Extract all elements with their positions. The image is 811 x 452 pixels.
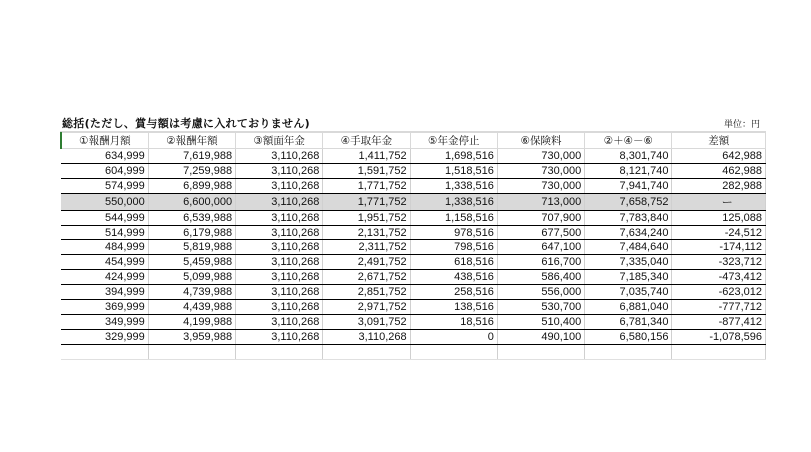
table-cell[interactable]: -1,078,596 (672, 329, 766, 344)
table-cell[interactable]: 3,110,268 (236, 240, 323, 255)
table-cell[interactable]: 798,516 (410, 240, 497, 255)
header-cell-formula[interactable]: ②＋④－⑥ (585, 133, 672, 149)
table-cell[interactable]: -777,712 (672, 300, 766, 315)
table-row (61, 270, 766, 285)
table-cell[interactable]: 454,999 (61, 255, 148, 270)
table-cell[interactable]: 574,999 (61, 178, 148, 193)
table-cell[interactable]: 1,951,752 (323, 210, 410, 225)
table-cell[interactable]: 7,335,040 (585, 255, 672, 270)
table-cell[interactable]: 4,199,988 (148, 314, 235, 329)
table-cell[interactable]: -623,012 (672, 285, 766, 300)
table-row (61, 193, 766, 210)
table-cell[interactable]: 707,900 (497, 210, 584, 225)
table-cell[interactable]: 3,091,752 (323, 314, 410, 329)
table-row (61, 329, 766, 344)
table-cell[interactable]: 7,783,840 (585, 210, 672, 225)
empty-cell[interactable] (323, 344, 410, 359)
table-cell[interactable]: 6,179,988 (148, 225, 235, 240)
table-cell[interactable]: 369,999 (61, 300, 148, 315)
table-cell[interactable]: 125,088 (672, 210, 766, 225)
header-cell-insurance[interactable]: ⑥保険料 (497, 133, 584, 149)
table-cell[interactable]: 3,110,268 (236, 300, 323, 315)
table-cell[interactable]: -473,412 (672, 270, 766, 285)
table-cell[interactable]: -323,712 (672, 255, 766, 270)
header-cell-pension-stop[interactable]: ⑤年金停止 (410, 133, 497, 149)
table-cell[interactable]: 7,035,740 (585, 285, 672, 300)
table-cell[interactable]: 7,634,240 (585, 225, 672, 240)
table-cell[interactable]: 1,771,752 (323, 193, 410, 210)
table-row (61, 240, 766, 255)
table-cell[interactable]: 3,110,268 (236, 163, 323, 178)
empty-cell[interactable] (672, 344, 766, 359)
table-cell[interactable]: 544,999 (61, 210, 148, 225)
table-cell[interactable]: 730,000 (497, 149, 584, 164)
data-table (60, 132, 766, 360)
table-row (61, 210, 766, 225)
table-cell[interactable]: 349,999 (61, 314, 148, 329)
table-cell[interactable]: 8,301,740 (585, 149, 672, 164)
empty-cell[interactable] (585, 344, 672, 359)
table-cell[interactable]: 3,110,268 (236, 270, 323, 285)
table-cell[interactable]: -24,512 (672, 225, 766, 240)
table-cell[interactable]: 282,988 (672, 178, 766, 193)
table-cell[interactable]: 3,110,268 (236, 225, 323, 240)
table-cell[interactable]: 7,185,340 (585, 270, 672, 285)
table-cell[interactable]: 2,971,752 (323, 300, 410, 315)
table-cell[interactable]: 5,099,988 (148, 270, 235, 285)
table-cell[interactable]: 0 (410, 329, 497, 344)
table-cell[interactable]: 3,959,988 (148, 329, 235, 344)
table-cell[interactable]: 3,110,268 (323, 329, 410, 344)
table-row (61, 255, 766, 270)
table-cell[interactable]: 6,899,988 (148, 178, 235, 193)
table-cell[interactable]: 438,516 (410, 270, 497, 285)
table-cell[interactable]: 618,516 (410, 255, 497, 270)
table-cell[interactable]: 484,999 (61, 240, 148, 255)
table-cell[interactable]: 713,000 (497, 193, 584, 210)
table-cell[interactable]: 1,338,516 (410, 178, 497, 193)
empty-cell[interactable] (236, 344, 323, 359)
table-cell[interactable]: 3,110,268 (236, 329, 323, 344)
table-cell[interactable]: 1,771,752 (323, 178, 410, 193)
table-cell[interactable]: 3,110,268 (236, 193, 323, 210)
table-cell[interactable]: 2,851,752 (323, 285, 410, 300)
table-cell[interactable]: 1,591,752 (323, 163, 410, 178)
table-cell[interactable]: 1,518,516 (410, 163, 497, 178)
table-cell[interactable]: 510,400 (497, 314, 584, 329)
header-row (61, 133, 766, 149)
table-cell[interactable]: 258,516 (410, 285, 497, 300)
header-cell-net-pension[interactable]: ④手取年金 (323, 133, 410, 149)
empty-row (61, 344, 766, 359)
title-row (60, 113, 766, 132)
table-row (61, 300, 766, 315)
empty-cell[interactable] (61, 344, 148, 359)
header-cell-monthly-pay[interactable]: ①報酬月額 (61, 133, 148, 149)
table-cell[interactable]: 4,739,988 (148, 285, 235, 300)
table-cell[interactable]: 6,539,988 (148, 210, 235, 225)
table-cell[interactable]: 18,516 (410, 314, 497, 329)
table-cell[interactable]: 1,411,752 (323, 149, 410, 164)
table-cell[interactable]: -174,112 (672, 240, 766, 255)
table-cell[interactable]: 2,311,752 (323, 240, 410, 255)
header-cell-gross-pension[interactable]: ③額面年金 (236, 133, 323, 149)
table-cell[interactable]: 5,459,988 (148, 255, 235, 270)
table-cell[interactable]: 490,100 (497, 329, 584, 344)
table-cell[interactable]: 6,580,156 (585, 329, 672, 344)
table-cell[interactable]: 7,619,988 (148, 149, 235, 164)
table-cell[interactable]: 462,988 (672, 163, 766, 178)
table-cell[interactable]: 3,110,268 (236, 255, 323, 270)
table-cell[interactable]: 1,158,516 (410, 210, 497, 225)
spreadsheet (60, 113, 766, 360)
table-cell[interactable]: 394,999 (61, 285, 148, 300)
table-cell[interactable]: 530,700 (497, 300, 584, 315)
table-cell[interactable]: ー (672, 193, 766, 210)
table-row (61, 314, 766, 329)
header-cell-annual-pay[interactable]: ②報酬年額 (148, 133, 235, 149)
table-cell[interactable]: 730,000 (497, 163, 584, 178)
table-cell[interactable]: 329,999 (61, 329, 148, 344)
table-cell[interactable]: 2,671,752 (323, 270, 410, 285)
table-cell[interactable]: 634,999 (61, 149, 148, 164)
table-cell[interactable]: -877,412 (672, 314, 766, 329)
table-cell[interactable]: 642,988 (672, 149, 766, 164)
table-row (61, 178, 766, 193)
table-cell[interactable]: 978,516 (410, 225, 497, 240)
table-cell[interactable]: 3,110,268 (236, 149, 323, 164)
table-row (61, 285, 766, 300)
table-cell[interactable]: 6,600,000 (148, 193, 235, 210)
table-cell[interactable]: 550,000 (61, 193, 148, 210)
table-cell[interactable]: 6,881,040 (585, 300, 672, 315)
empty-cell[interactable] (148, 344, 235, 359)
table-cell[interactable]: 138,516 (410, 300, 497, 315)
table-body (61, 149, 766, 360)
table-cell[interactable]: 424,999 (61, 270, 148, 285)
empty-cell[interactable] (410, 344, 497, 359)
table-cell[interactable]: 8,121,740 (585, 163, 672, 178)
header-cell-difference[interactable]: 差額 (672, 133, 766, 149)
unit-label[interactable]: 単位：円 (723, 120, 760, 130)
table-row (61, 163, 766, 178)
table-cell[interactable]: 1,698,516 (410, 149, 497, 164)
table-cell[interactable]: 3,110,268 (236, 210, 323, 225)
table-cell[interactable]: 4,439,988 (148, 300, 235, 315)
table-cell[interactable]: 7,941,740 (585, 178, 672, 193)
table-cell[interactable]: 7,484,640 (585, 240, 672, 255)
table-cell[interactable]: 2,491,752 (323, 255, 410, 270)
table-cell[interactable]: 3,110,268 (236, 178, 323, 193)
table-row (61, 225, 766, 240)
table-row (61, 149, 766, 164)
table-cell[interactable]: 647,100 (497, 240, 584, 255)
table-cell[interactable]: 6,781,340 (585, 314, 672, 329)
table-cell[interactable]: 7,259,988 (148, 163, 235, 178)
table-cell[interactable]: 5,819,988 (148, 240, 235, 255)
table-cell[interactable]: 677,500 (497, 225, 584, 240)
table-cell[interactable]: 1,338,516 (410, 193, 497, 210)
table-cell[interactable]: 3,110,268 (236, 314, 323, 329)
table-cell[interactable]: 586,400 (497, 270, 584, 285)
table-cell[interactable]: 514,999 (61, 225, 148, 240)
sheet-title[interactable]: 総括(ただし、賞与額は考慮に入れておりません) (62, 117, 310, 130)
table-cell[interactable]: 2,131,752 (323, 225, 410, 240)
table-cell[interactable]: 604,999 (61, 163, 148, 178)
table-cell[interactable]: 7,658,752 (585, 193, 672, 210)
table-cell[interactable]: 616,700 (497, 255, 584, 270)
table-cell[interactable]: 3,110,268 (236, 285, 323, 300)
empty-cell[interactable] (497, 344, 584, 359)
table-cell[interactable]: 556,000 (497, 285, 584, 300)
table-cell[interactable]: 730,000 (497, 178, 584, 193)
